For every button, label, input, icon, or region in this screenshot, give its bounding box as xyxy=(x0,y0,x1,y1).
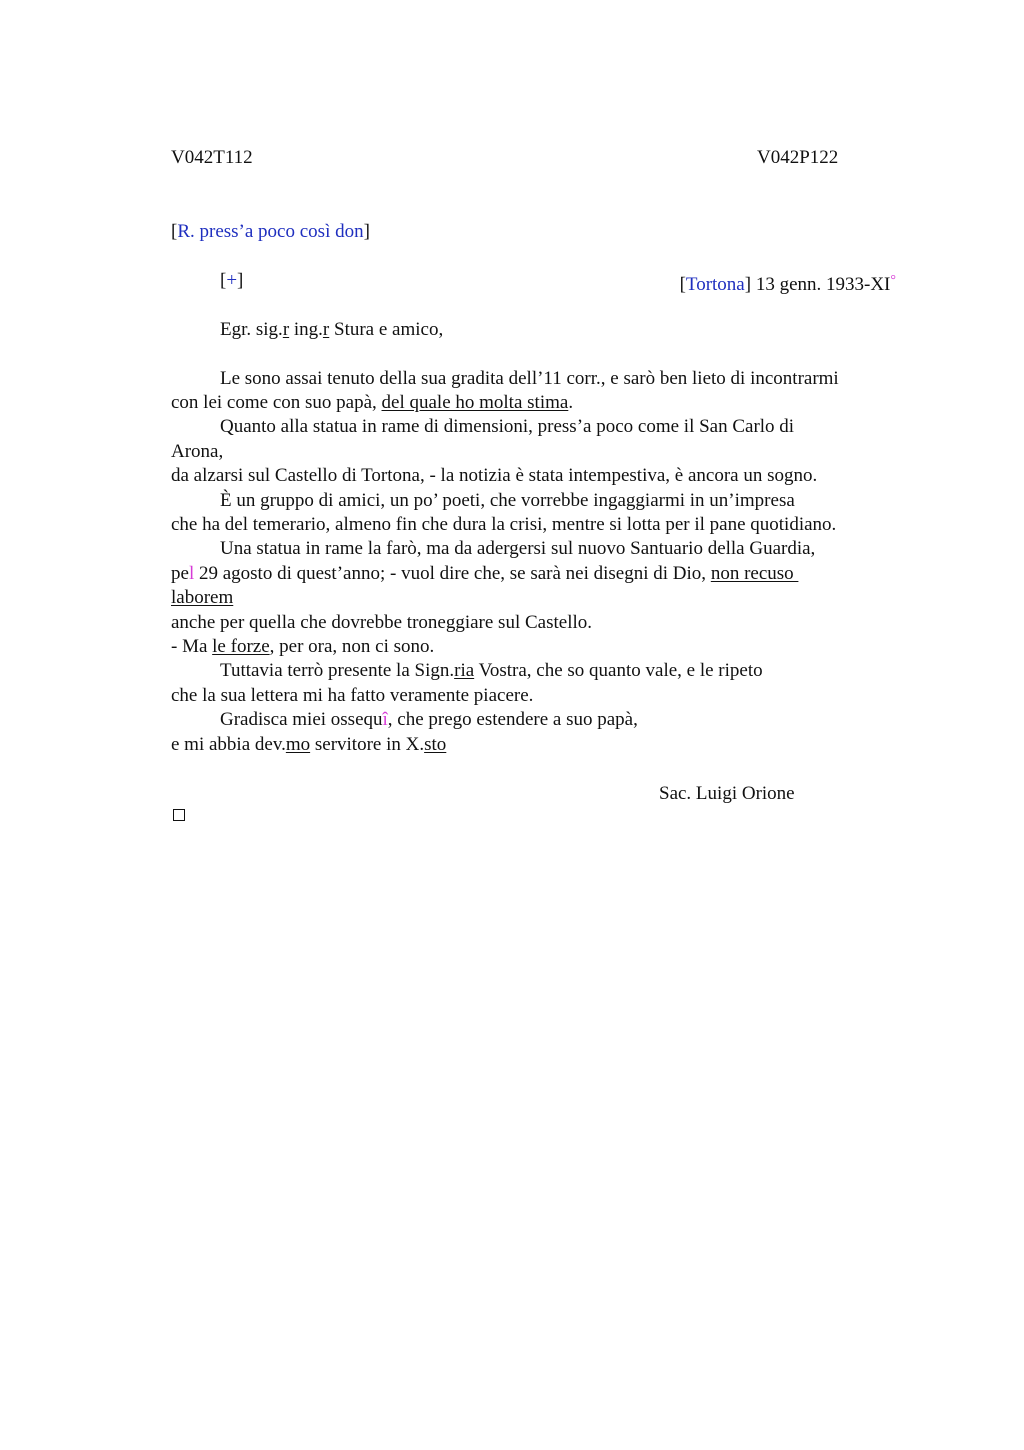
empty-square-icon xyxy=(173,809,185,821)
cross-bracket-close: ] xyxy=(237,270,244,291)
note-bracket-close: ] xyxy=(363,221,370,242)
body-line-12 xyxy=(171,635,434,659)
dateline-bracket-close: ] xyxy=(744,274,752,295)
body-line-16-underlined-1: mo xyxy=(285,734,311,755)
salutation xyxy=(220,318,443,342)
dateline-bracket-open: [ xyxy=(679,274,686,295)
body-line-13-underlined: ria xyxy=(454,660,475,681)
body-line-14: che la sua lettera mi ha fatto veramente piacere. xyxy=(171,685,534,706)
body-line-1: Le sono assai tenuto della sua gradita dell’11 corr., e sarò ben lieto di incontrarmi xyxy=(220,368,839,389)
body-line-15-post: , che prego estendere a suo papà, xyxy=(387,709,638,730)
dateline-date: 13 genn. 1933-XI xyxy=(751,274,891,295)
body-line-12-pre: - Ma xyxy=(171,636,213,657)
salutation-part3: Stura e amico, xyxy=(329,319,444,340)
body-line-9-underlined: non recuso xyxy=(710,563,799,584)
body-line-2-pre: con lei come con suo papà, xyxy=(171,392,382,413)
body-line-15-correction: î xyxy=(382,709,388,730)
salutation-part1: Egr. sig. xyxy=(220,319,283,340)
body-line-16-underlined-2: sto xyxy=(424,734,447,755)
body-line-10 xyxy=(171,586,233,610)
body-line-7: che ha del temerario, almeno fin che dura la crisi, mentre si lotta per il pane quotidiano. xyxy=(171,514,837,535)
body-line-3: Quanto alla statua in rame di dimensioni, press’a poco come il San Carlo di xyxy=(220,416,795,437)
body-line-5: da alzarsi sul Castello di Tortona, - la notizia è stata intempestiva, è ancora un sogno. xyxy=(171,465,818,486)
body-line-11: anche per quella che dovrebbe troneggiare sul Castello. xyxy=(171,612,592,633)
body-line-15-pre: Gradisca miei ossequ xyxy=(220,709,383,730)
body-line-15 xyxy=(220,708,638,732)
body-line-16 xyxy=(171,733,446,757)
body-line-4: Arona, xyxy=(171,441,224,462)
cross-icon: + xyxy=(226,270,238,291)
document-code-right: V042P122 xyxy=(757,147,839,168)
salutation-sup2: r xyxy=(322,319,330,340)
body-line-2-underlined: del quale ho molta stima xyxy=(381,392,569,413)
note-bracket-open: [ xyxy=(171,221,178,242)
salutation-part2: ing. xyxy=(289,319,323,340)
body-line-9-pre: pe xyxy=(171,563,189,584)
body-line-2 xyxy=(171,391,573,415)
body-line-9-correction: l xyxy=(188,563,195,584)
dateline xyxy=(680,269,896,297)
salutation-sup1: r xyxy=(282,319,290,340)
note-text: R. press’a poco così don xyxy=(177,221,364,242)
body-line-2-post: . xyxy=(568,392,574,413)
dateline-place: Tortona xyxy=(685,274,745,295)
body-line-8: Una statua in rame la farò, ma da adergersi sul nuovo Santuario della Guardia, xyxy=(220,538,816,559)
body-line-13-post: Vostra, che so quanto vale, e le ripeto xyxy=(474,660,763,681)
cross-bracket-open: [ xyxy=(220,270,227,291)
cross-mark xyxy=(220,269,243,293)
body-line-12-post: , per ora, non ci sono. xyxy=(269,636,435,657)
body-line-13 xyxy=(220,659,763,683)
body-line-9-mid: 29 agosto di quest’anno; - vuol dire che, se sarà nei disegni di Dio, xyxy=(194,563,711,584)
body-line-10-underlined: laborem xyxy=(171,587,234,608)
editorial-note xyxy=(171,220,370,244)
body-line-16-pre: e mi abbia dev. xyxy=(171,734,286,755)
body-line-12-underlined: le forze xyxy=(212,636,270,657)
body-line-6: È un gruppo di amici, un po’ poeti, che vorrebbe ingaggiarmi in un’impresa xyxy=(220,490,795,511)
document-code-left: V042T112 xyxy=(171,147,253,168)
body-line-16-mid: servitore in X. xyxy=(310,734,425,755)
body-line-9 xyxy=(171,562,798,586)
signature: Sac. Luigi Orione xyxy=(659,783,795,804)
body-line-13-pre: Tuttavia terrò presente la Sign. xyxy=(220,660,455,681)
degree-mark: ° xyxy=(890,273,896,288)
